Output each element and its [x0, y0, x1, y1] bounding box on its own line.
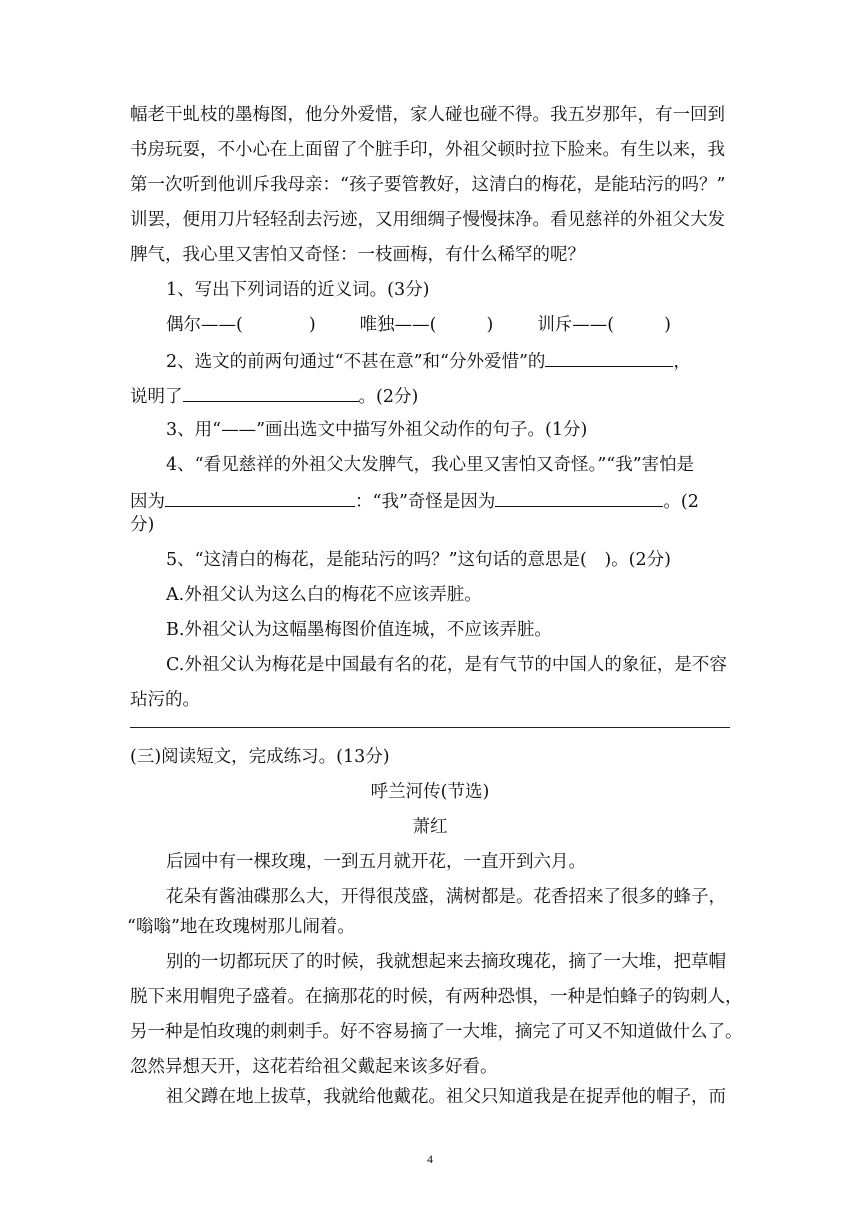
article-paragraph: 花朵有酱油碟那么大，开得很茂盛，满树都是。花香招来了很多的蜂子，	[166, 887, 726, 907]
article-title: 呼兰河传(节选)	[370, 782, 490, 802]
close-paren: )	[664, 315, 671, 335]
article-author: 萧红	[412, 817, 448, 837]
close-paren: )	[308, 315, 316, 335]
question-4-line-2	[130, 488, 730, 514]
score-note: 。(2分)	[358, 387, 419, 407]
score-note: 。(2	[663, 492, 699, 512]
passage-line: 脾气，我心里又害怕又奇怪：一枝画梅，有什么稀罕的呢？	[130, 245, 585, 265]
question-4-line-3: 分)	[130, 515, 155, 535]
article-paragraph: 别的一切都玩厌了的时候，我就想起来去摘玫瑰花，摘了一大堆，把草帽	[166, 952, 726, 972]
page-number: 4	[427, 1152, 433, 1166]
answer-blank-q2b[interactable]	[183, 383, 359, 402]
question-3-stem: 3、用“——”画出选文中描写外祖父动作的句子。(1分)	[166, 420, 588, 440]
question-4-text: 因为	[130, 492, 165, 512]
question-1-stem: 1、写出下列词语的近义词。(3分)	[166, 280, 430, 300]
article-paragraph: 祖父蹲在地上拔草，我就给他戴花。祖父只知道我是在捉弄他的帽子，而	[166, 1087, 726, 1107]
section-heading: (三)阅读短文，完成练习。(13分)	[130, 747, 390, 767]
synonym-1-label: 偶尔——(	[166, 315, 243, 335]
option-c[interactable]: C.外祖父认为梅花是中国最有名的花，是有气节的中国人的象征，是不容	[166, 655, 727, 675]
question-4-text: ：“我”奇怪是因为	[355, 492, 496, 512]
section-divider	[130, 727, 730, 728]
answer-blank-q4a[interactable]	[165, 488, 355, 507]
question-2-line-1	[166, 348, 766, 374]
passage-line: 训罢，便用刀片轻轻刮去污迹，又用细绸子慢慢抹净。看见慈祥的外祖父大发	[130, 210, 725, 230]
punctuation: ，	[673, 352, 691, 372]
synonym-3-label: 训斥——(	[537, 315, 615, 335]
question-2-line-2	[130, 383, 730, 409]
article-paragraph-continued: “嗡嗡”地在玫瑰树那儿闹着。	[127, 917, 355, 937]
answer-blank-q2a[interactable]	[545, 348, 673, 367]
question-1-answers	[166, 313, 766, 337]
option-b[interactable]: B.外祖父认为这幅墨梅图价值连城，不应该弄脏。	[166, 620, 552, 640]
question-5-stem: 5、“这清白的梅花，是能玷污的吗？”这句话的意思是( )。(2分)	[166, 550, 671, 570]
question-4-line-1: 4、“看见慈祥的外祖父大发脾气，我心里又害怕又奇怪。”“我”害怕是	[166, 455, 695, 475]
passage-line: 书房玩耍，不小心在上面留了个脏手印，外祖父顿时拉下脸来。有生以来，我	[130, 140, 725, 160]
question-2-text: 2、选文的前两句通过“不甚在意”和“分外爱惜”的	[166, 352, 546, 372]
article-paragraph-continued: 另一种是怕玫瑰的刺刺手。好不容易摘了一大堆，摘完了可又不知道做什么了。	[130, 1022, 743, 1042]
option-c-continued: 玷污的。	[130, 690, 200, 710]
passage-line: 第一次听到他训斥我母亲：“孩子要管教好，这清白的梅花，是能玷污的吗？”	[130, 175, 726, 195]
question-2-text: 说明了	[130, 387, 183, 407]
passage-line: 幅老干虬枝的墨梅图，他分外爱惜，家人碰也碰不得。我五岁那年，有一回到	[130, 105, 725, 125]
article-paragraph-continued: 忽然异想天开，这花若给祖父戴起来该多好看。	[130, 1057, 498, 1077]
article-paragraph-continued: 脱下来用帽兜子盛着。在摘那花的时候，有两种恐惧，一种是怕蜂子的钩刺人，	[130, 987, 743, 1007]
option-a[interactable]: A.外祖父认为这么白的梅花不应该弄脏。	[166, 585, 482, 605]
synonym-2-label: 唯独——(	[359, 315, 437, 335]
answer-blank-q4b[interactable]	[495, 488, 663, 507]
article-paragraph: 后园中有一棵玫瑰，一到五月就开花，一直开到六月。	[166, 852, 586, 872]
close-paren: )	[486, 315, 494, 335]
